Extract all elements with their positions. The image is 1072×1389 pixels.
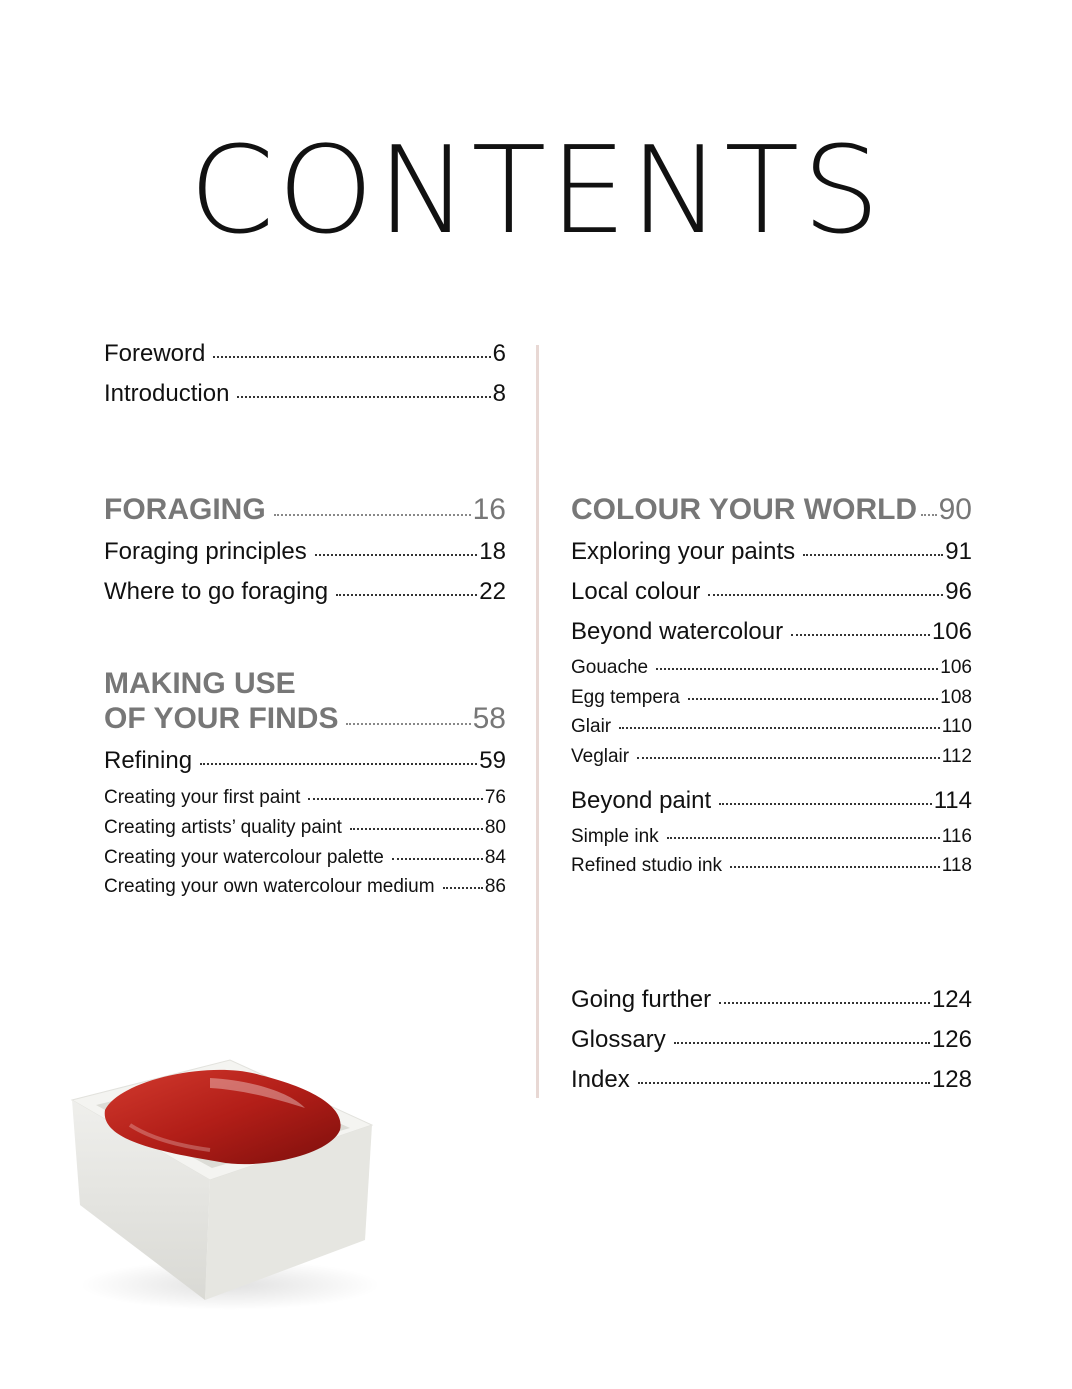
toc-section-foraging[interactable]: FORAGING 16 [104,493,506,526]
toc-entry-gouache[interactable]: Gouache 106 [571,657,972,678]
toc-entry-foreword[interactable]: Foreword 6 [104,340,506,367]
toc-entry-beyond-paint[interactable]: Beyond paint 114 [571,787,972,814]
toc-entry-foraging-principles[interactable]: Foraging principles 18 [104,538,506,565]
toc-section-colour-your-world[interactable]: COLOUR YOUR WORLD 90 [571,493,972,526]
toc-entry-beyond-watercolour[interactable]: Beyond watercolour 106 [571,618,972,645]
column-divider [536,345,539,1098]
toc-entry-glair[interactable]: Glair 110 [571,716,972,737]
toc-entry-index[interactable]: Index 128 [571,1066,972,1093]
toc-entry-simple-ink[interactable]: Simple ink 116 [571,826,972,847]
toc-entry-refined-studio-ink[interactable]: Refined studio ink 118 [571,855,972,876]
watercolour-pan-image [60,1030,390,1320]
toc-entry-local-colour[interactable]: Local colour 96 [571,578,972,605]
toc-section-making-use[interactable]: OF YOUR FINDS 58 [104,702,506,735]
toc-entry-glossary[interactable]: Glossary 126 [571,1026,972,1053]
toc-entry-egg-tempera[interactable]: Egg tempera 108 [571,687,972,708]
toc-right-column [571,0,972,1389]
toc-section-making-use-line1: MAKING USE [104,667,296,700]
toc-entry-watercolour-palette[interactable]: Creating your watercolour palette 84 [104,847,506,868]
toc-entry-refining[interactable]: Refining 59 [104,747,506,774]
toc-entry-veglair[interactable]: Veglair 112 [571,746,972,767]
toc-entry-going-further[interactable]: Going further 124 [571,986,972,1013]
toc-entry-artists-quality-paint[interactable]: Creating artists’ quality paint 80 [104,817,506,838]
toc-entry-where-to-go-foraging[interactable]: Where to go foraging 22 [104,578,506,605]
toc-entry-first-paint[interactable]: Creating your first paint 76 [104,787,506,808]
toc-entry-introduction[interactable]: Introduction 8 [104,380,506,407]
toc-entry-exploring-your-paints[interactable]: Exploring your paints 91 [571,538,972,565]
toc-entry-watercolour-medium[interactable]: Creating your own watercolour medium 86 [104,876,506,897]
page-title: CONTENTS [189,122,883,261]
